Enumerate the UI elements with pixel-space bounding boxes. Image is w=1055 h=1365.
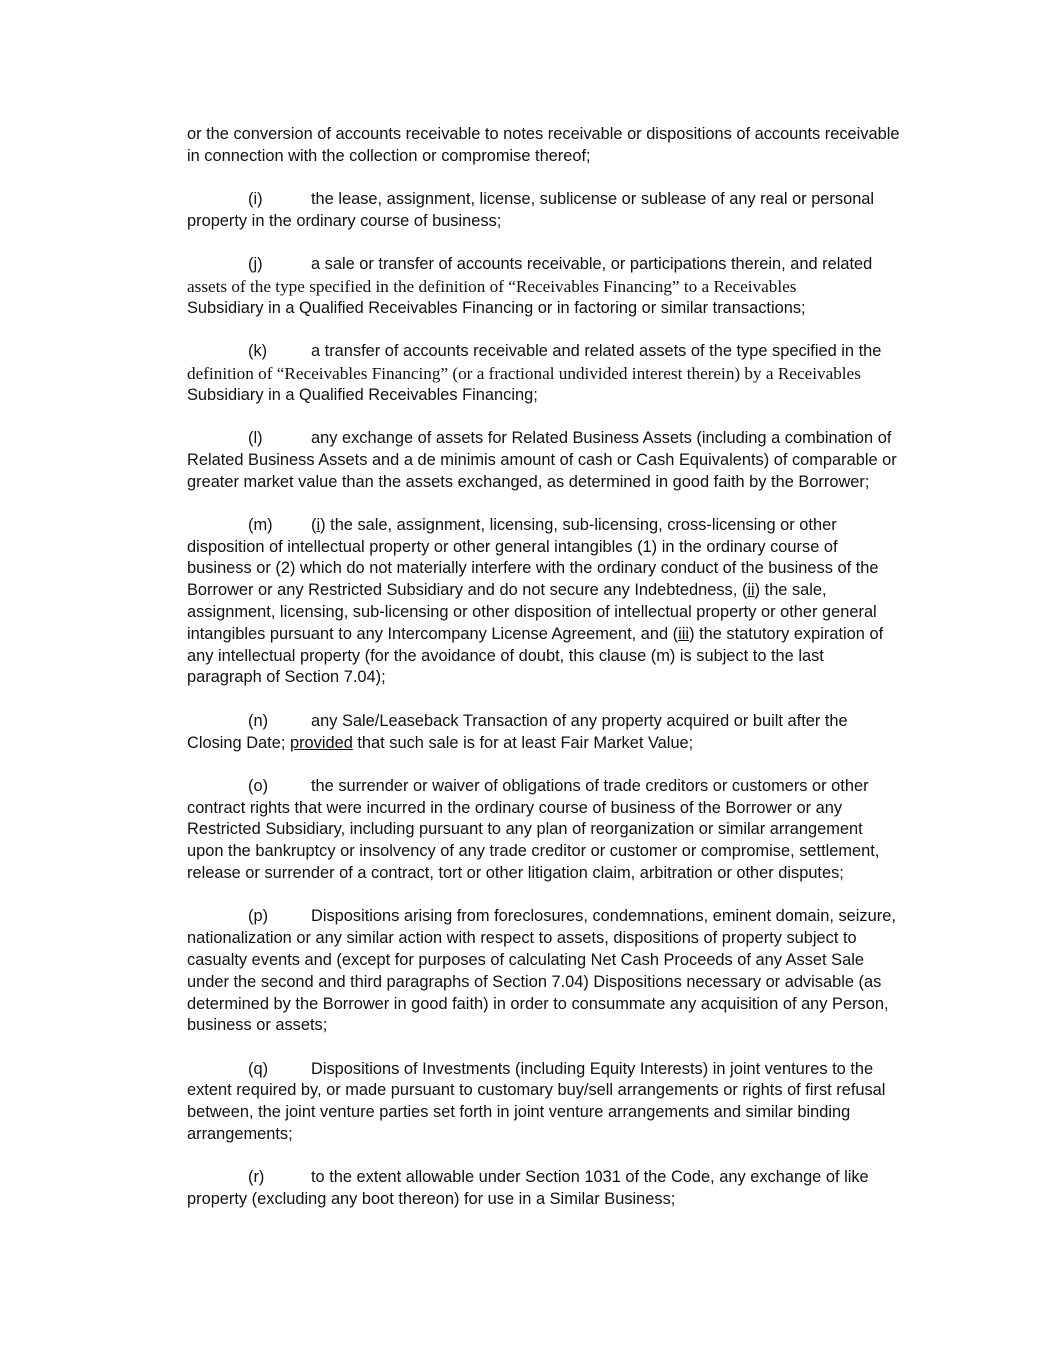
text-line [187,580,932,602]
clause-first-line [187,1167,932,1189]
clause-first-line [187,711,932,733]
text-line: determined by the Borrower in good faith) in order to consummate any acquisition of any Person, [187,994,889,1013]
text-line [187,733,932,755]
clause-h-continuation [187,124,932,168]
clause-first-line [187,254,932,276]
text-line: any intellectual property (for the avoidance of doubt, this clause (m) is subject to the last [187,646,824,665]
text-segment: ) the sale, assignment, licensing, sub-licensing, cross-licensing or other [320,515,837,534]
clause-i [187,189,932,233]
text-line: any exchange of assets for Related Business Assets (including a combination of [311,428,892,447]
text-line: Subsidiary in a Qualified Receivables Financing or in factoring or similar transactions; [187,298,806,317]
underlined-roman-numeral: iii [678,624,690,643]
clause-label: (n) [248,711,269,730]
text-line: business or assets; [187,1016,328,1035]
text-line: between, the joint venture parties set forth in joint venture arrangements and similar binding [187,1103,851,1122]
text-line: Dispositions arising from foreclosures, condemnations, eminent domain, seizure, [311,907,896,926]
clause-l [187,428,932,493]
clause-first-line [187,776,932,798]
document-body [187,124,932,1232]
text-line: business or (2) which do not materially interfere with the ordinary conduct of the business of the [187,559,879,578]
text-line: property (excluding any boot thereon) for use in a Similar Business; [187,1190,676,1209]
text-line [187,624,932,646]
clause-o [187,776,932,885]
clause-p [187,906,932,1037]
clause-label: (q) [248,1059,269,1078]
text-line: Related Business Assets and a de minimis amount of cash or Cash Equivalents) of comparable or [187,450,897,469]
text-line: definition of “Receivables Financing” (or a fractional undivided interest therein) by a Receivables [187,363,861,383]
text-line: the lease, assignment, license, sublicense or sublease of any real or personal [311,190,875,209]
text-line: paragraph of Section 7.04); [187,668,386,687]
text-segment: ) the statutory expiration of [689,624,884,643]
text-line: extent required by, or made pursuant to customary buy/sell arrangements or rights of first refusal [187,1081,886,1100]
clause-first-line [187,906,932,928]
text-line: under the second and third paragraphs of Section 7.04) Dispositions necessary or advisable (as [187,972,882,991]
text-line: Restricted Subsidiary, including pursuant to any plan of reorganization or similar arrangement [187,820,863,839]
clause-m [187,515,932,689]
clause-first-line [187,1059,932,1081]
text-segment: ) the sale, [754,581,827,600]
underlined-roman-numeral: ii [747,581,755,600]
text-line: the surrender or waiver of obligations of trade creditors or customers or other [311,776,869,795]
underlined-roman-numeral: i [316,515,321,534]
text-line: Dispositions of Investments (including Equity Interests) in joint ventures to the [311,1059,874,1078]
clause-first-line [187,189,932,211]
text-line: a sale or transfer of accounts receivable, or participations therein, and related [311,255,873,274]
text-line: greater market value than the assets exchanged, as determined in good faith by the Borrower; [187,472,870,491]
text-line: upon the bankruptcy or insolvency of any trade creditor or customer or compromise, settlement, [187,842,880,861]
text-segment: that such sale is for at least Fair Market Value; [352,733,694,752]
text-line: casualty events and (except for purposes of calculating Net Cash Proceeds of any Asset Sale [187,950,864,969]
text-line: nationalization or any similar action with respect to assets, dispositions of property subject to [187,929,857,948]
text-line: Subsidiary in a Qualified Receivables Financing; [187,385,538,404]
text-segment: Borrower or any Restricted Subsidiary and do not secure any Indebtedness, ( [187,581,748,600]
text-segment: intangibles pursuant to any Intercompany License Agreement, and ( [187,624,679,643]
text-line: property in the ordinary course of business; [187,211,502,230]
text-line: in connection with the collection or compromise thereof; [187,146,591,165]
clause-label: (r) [248,1168,265,1187]
clause-label: (j) [248,255,263,274]
text-line: any Sale/Leaseback Transaction of any property acquired or built after the [311,711,848,730]
clause-label: (k) [248,342,268,361]
clause-label: (m) [248,515,273,534]
clause-label: (o) [248,776,269,795]
clause-label: (p) [248,907,269,926]
clause-j [187,254,932,319]
clause-first-line [187,341,932,363]
text-segment: Closing Date; [187,733,290,752]
clause-q [187,1059,932,1146]
text-line: to the extent allowable under Section 1031 of the Code, any exchange of like [311,1168,869,1187]
clause-first-line [187,428,932,450]
clause-label: (l) [248,428,263,447]
text-segment: ( [311,515,317,534]
clause-label: (i) [248,190,263,209]
clause-first-line [187,515,932,537]
text-line: a transfer of accounts receivable and related assets of the type specified in the [311,342,882,361]
clause-n [187,711,932,755]
text-line: or the conversion of accounts receivable to notes receivable or dispositions of accounts receivable [187,125,900,143]
text-line: release or surrender of a contract, tort or other litigation claim, arbitration or other disputes; [187,864,844,883]
text-line: assets of the type specified in the definition of “Receivables Financing” to a Receivables [187,276,797,296]
clause-k [187,341,932,406]
text-line: arrangements; [187,1124,293,1143]
clause-r [187,1167,932,1211]
text-line: contract rights that were incurred in the ordinary course of business of the Borrower or any [187,798,843,817]
text-line: disposition of intellectual property or other general intangibles (1) in the ordinary course of [187,537,838,556]
underlined-term-provided: provided [289,733,353,752]
text-line: assignment, licensing, sub-licensing or other disposition of intellectual property or other general [187,603,877,622]
